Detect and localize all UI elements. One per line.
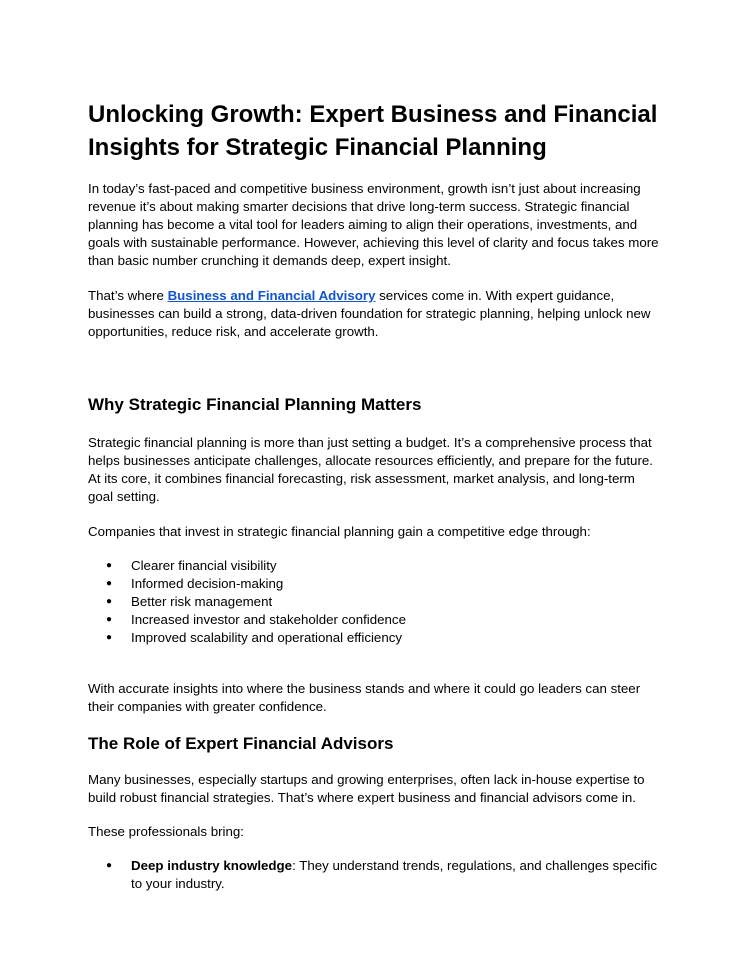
document-title: Unlocking Growth: Expert Business and Financial Insights for Strategic Financial Planning (88, 101, 658, 161)
document-body (88, 98, 660, 893)
benefits-list (88, 557, 660, 647)
list-item-text: : They understand trends, regulations, and challenges specific to your industry. (131, 858, 657, 891)
bullet-icon: ● (106, 578, 113, 589)
list-item (88, 857, 660, 893)
advisory-text-before: That’s where (88, 288, 168, 303)
list-item-text: Clearer financial visibility (131, 558, 277, 573)
why-planning-heading: Why Strategic Financial Planning Matters (88, 395, 422, 414)
list-item (88, 575, 660, 593)
why-paragraph-2: Companies that invest in strategic financial planning gain a competitive edge through: (88, 524, 591, 539)
list-item (88, 557, 660, 575)
list-item-text: Improved scalability and operational efficiency (131, 630, 403, 645)
list-item-text: Increased investor and stakeholder confidence (131, 612, 406, 627)
role-paragraph-2: These professionals bring: (88, 824, 244, 839)
why-paragraph-3: With accurate insights into where the business stands and where it could go leaders can steer their companies with greater confidence. (88, 681, 641, 714)
role-paragraph-1: Many businesses, especially startups and growing enterprises, often lack in-house expertise to build robust financial strategies. That’s where expert business and financial advisors come in. (88, 772, 645, 805)
list-item (88, 611, 660, 629)
business-financial-advisory-link[interactable]: Business and Financial Advisory (167, 288, 376, 303)
bullet-icon: ● (106, 596, 113, 607)
advisor-benefits-list (88, 857, 660, 893)
why-paragraph-1: Strategic financial planning is more than just setting a budget. It’s a comprehensive process that helps businesses anticipate challenges, allocate resources efficiently, and prepare for the future. At its core, it combines financial forecasting, risk assessment, market analysis, and long-term goal setting. (88, 435, 653, 504)
bullet-icon: ● (106, 632, 113, 643)
intro-paragraph: In today’s fast-paced and competitive business environment, growth isn’t just about increasing revenue it’s about making smarter decisions that drive long-term success. Strategic financial planning has become a vital tool for leaders aiming to align their operations, investments, and goals with sustainable performance. However, achieving this level of clarity and focus takes more than basic number crunching it demands deep, expert insight. (88, 181, 659, 268)
bullet-icon: ● (106, 614, 113, 625)
bullet-icon: ● (106, 860, 113, 871)
role-advisors-heading: The Role of Expert Financial Advisors (88, 734, 394, 753)
list-item (88, 629, 660, 647)
bullet-icon: ● (106, 560, 113, 571)
list-item-text: Informed decision-making (131, 576, 284, 591)
advisory-text-after: services come in. With expert guidance, businesses can build a strong, data-driven foundation for strategic planning, helping unlock new opportunities, reduce risk, and accelerate growth. (88, 288, 651, 339)
list-item-text: Better risk management (131, 594, 273, 609)
list-item-bold: Deep industry knowledge (131, 858, 293, 873)
advisory-paragraph (88, 287, 660, 341)
list-item (88, 593, 660, 611)
